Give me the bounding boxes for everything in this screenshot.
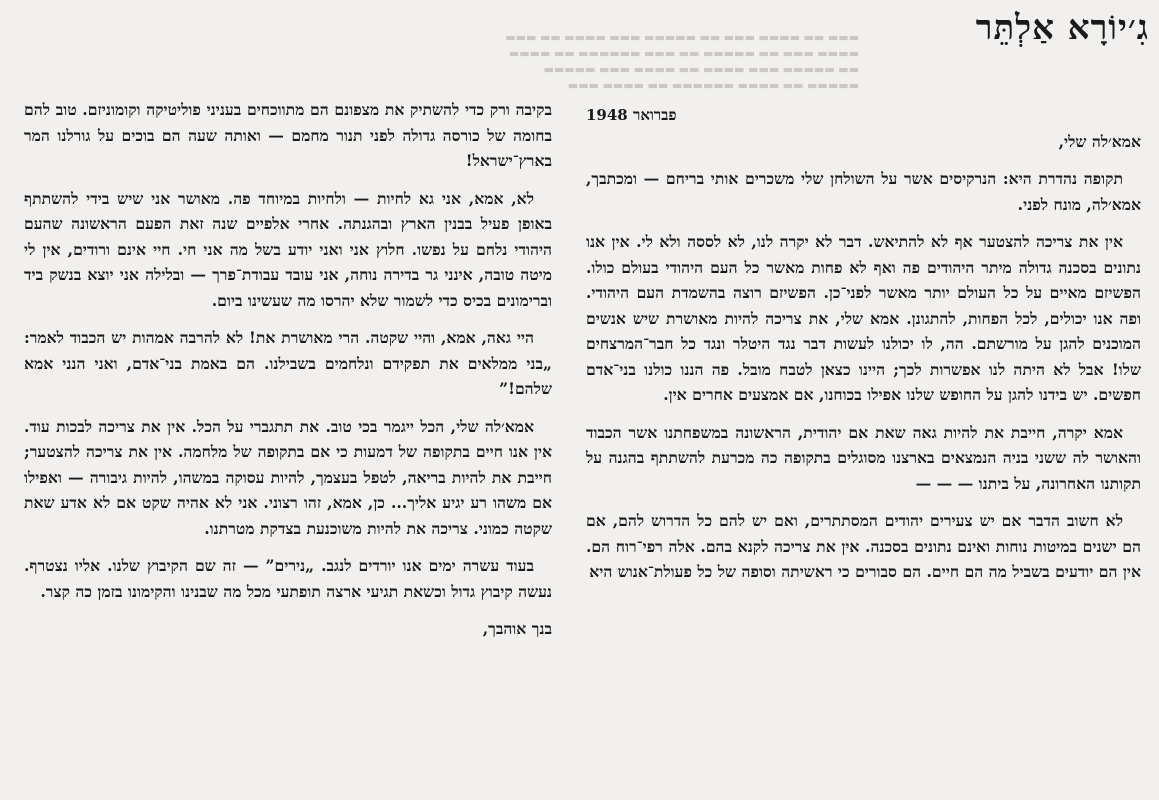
paragraph: אין את צריכה להצטער אף לא להתיאש. דבר לא יקרה לנו, לא לססה ולא לי. אין אנו נתונים בסכנה גדולה מיתר היהודים פה ואף לא פחות מאשר כל העם היהודי בעולם כולו. הפשיזם מאיים על כל העולם יותר מאשר לפני־כן. הפשיזם רוצה בהשמדת העם היהודי. ופה אנו יכולים, לכל הפחות, להתגונן. אמא שלי, את צריכה להיות מאושרת שיש אנשים המוכנים להגן על מורשתם. הה, לו יכולנו לעשות דבר נגד היטלר ונגד כל חבר־המרצחים שלו! אבל לא היתה לנו אפשרות לכך; היינו כצאן לטבח מובל. פה הננו כולנו בני־אדם חפשים. יש בידנו להגן על החופש שלנו אפילו בכוחנו, אם אמצעים אחרים אין. <box>586 232 1141 404</box>
letter-column-left <box>24 97 552 654</box>
paragraph: בעוד עשרה ימים אנו יורדים לנגב. „נירים” — זה שם הקיבוץ שלנו. אליו נצטרף. נעשה קיבוץ גדול וכשאת תגיעי ארצה תופתעי מכל מה שבנינו והקימונו בזמן כה קצר. <box>24 556 552 601</box>
paragraph: תקופה נהדרת היא: הנרקיסים אשר על השולחן שלי משכרים אותי בריחם — ומכתבך, אמא׳לה, מונח לפני. <box>586 169 1141 214</box>
paragraph: בקיבה ורק כדי להשתיק את מצפונם הם מתווכחים בעניני פוליטיקה וקומוניזם. טוב להם בחומה של כורסה גדולה לפני תנור מחמם — ואותה שעה הם בוכים על גורלנו המר בארץ־ישראל! <box>24 100 552 170</box>
paragraph: לא חשוב הדבר אם יש צעירים יהודים המסתתרים, ואם יש להם כל הדרוש להם, אם הם ישנים במיטות נוחות ואינם נתונים בסכנה. אין את צריכה לקנא בהם. אלה רפי־רוח הם. אין הם יודעים בשביל מה הם חיים. הם סבורים כי ראשיתה וסופה של כל פעולת־אנוש היא <box>586 511 1141 581</box>
paragraph: אמא׳לה שלי, הכל ייגמר בכי טוב. את תתגברי על הכל. אין את צריכה לבכות עוד. אין אנו חיים בתקופה של דמעות כי אם בתקופה של מלחמה. אין את צריכה להצטער; חייבת את להיות בריאה, לטפל בעצמך, להיות עסוקה במשהו, להיות גיבורה — ואפילו אם משהו רע יגיע אליך... כן, אמא, זהו רצוני. אני לא אהיה שקט אם לא אדע שאת שקטה כמוני. צריכה את להיות משוכנעת בצדקת מטרתנו. <box>24 416 552 538</box>
letter-date: פברואר 1948 <box>586 106 677 124</box>
page-title: גִ׳יוֹרָא אַלְתֵּר <box>975 8 1149 48</box>
letter-salutation: אמא׳לה שלי, <box>1058 131 1141 151</box>
paragraph: היי גאה, אמא, והיי שקטה. הרי מאושרת את! לא להרבה אמהות יש הכבוד לאמר: „בני ממלאים את תפקידם ונלחמים בשבילנו. הם באמת בני־אדם, ואני הנני אמא שלהם!” <box>24 328 552 398</box>
paragraph: לא, אמא, אני גא לחיות — ולחיות במיוחד פה. מאושר אני שיש בידי להשתתף באופן פעיל בבנין הארץ ובהגנתה. אחרי אלפיים שנה זאת הפעם הראשונה שהעם היהודי נלחם על נפשו. חלוץ אני ואני יודע בשל מה אני חי. חיי אינם ורודים, אין לי מיטה טובה, אינני גר בדירה נוחה, אני עובד עבודת־פרך — ובלילה אני יוצא בנשק ביד וברימונים בכיס כדי לשמור שלא יהרסו מה שעשינו ביום. <box>24 188 552 310</box>
letter-column-right <box>586 103 1141 597</box>
bleed-through-text: ▬▬▬ ▬▬ ▬▬▬▬ ▬▬▬ ▬▬ ▬▬▬▬▬ ▬▬▬ ▬▬▬▬ ▬▬ ▬▬▬ ▬▬▬▬ ▬▬▬ ▬▬ ▬▬▬▬▬ ▬▬ ▬▬▬ ▬▬▬▬▬▬ ▬▬ ▬▬▬▬ ▬▬ ▬▬▬▬▬ ▬▬▬ ▬▬▬▬ ▬▬ ▬▬▬▬ ▬▬▬ ▬▬▬▬▬ ▬▬▬▬▬ ▬▬ ▬▬▬▬ ▬▬▬▬▬▬ ▬▬ ▬▬▬▬ ▬▬▬ <box>505 31 859 92</box>
paragraph: אמא יקרה, חייבת את להיות גאה שאת אם יהודית, הראשונה במשפחתנו אשר הכבוד והאושר לה ששני בניה הנמצאים בארצנו מסוגלים בתקופה כה מכרעת להשתתף בהגנה על תקותנו האחרונה, על ביתנו — — — <box>586 422 1141 493</box>
letter-signature: בנך אוהבך, <box>482 619 552 638</box>
